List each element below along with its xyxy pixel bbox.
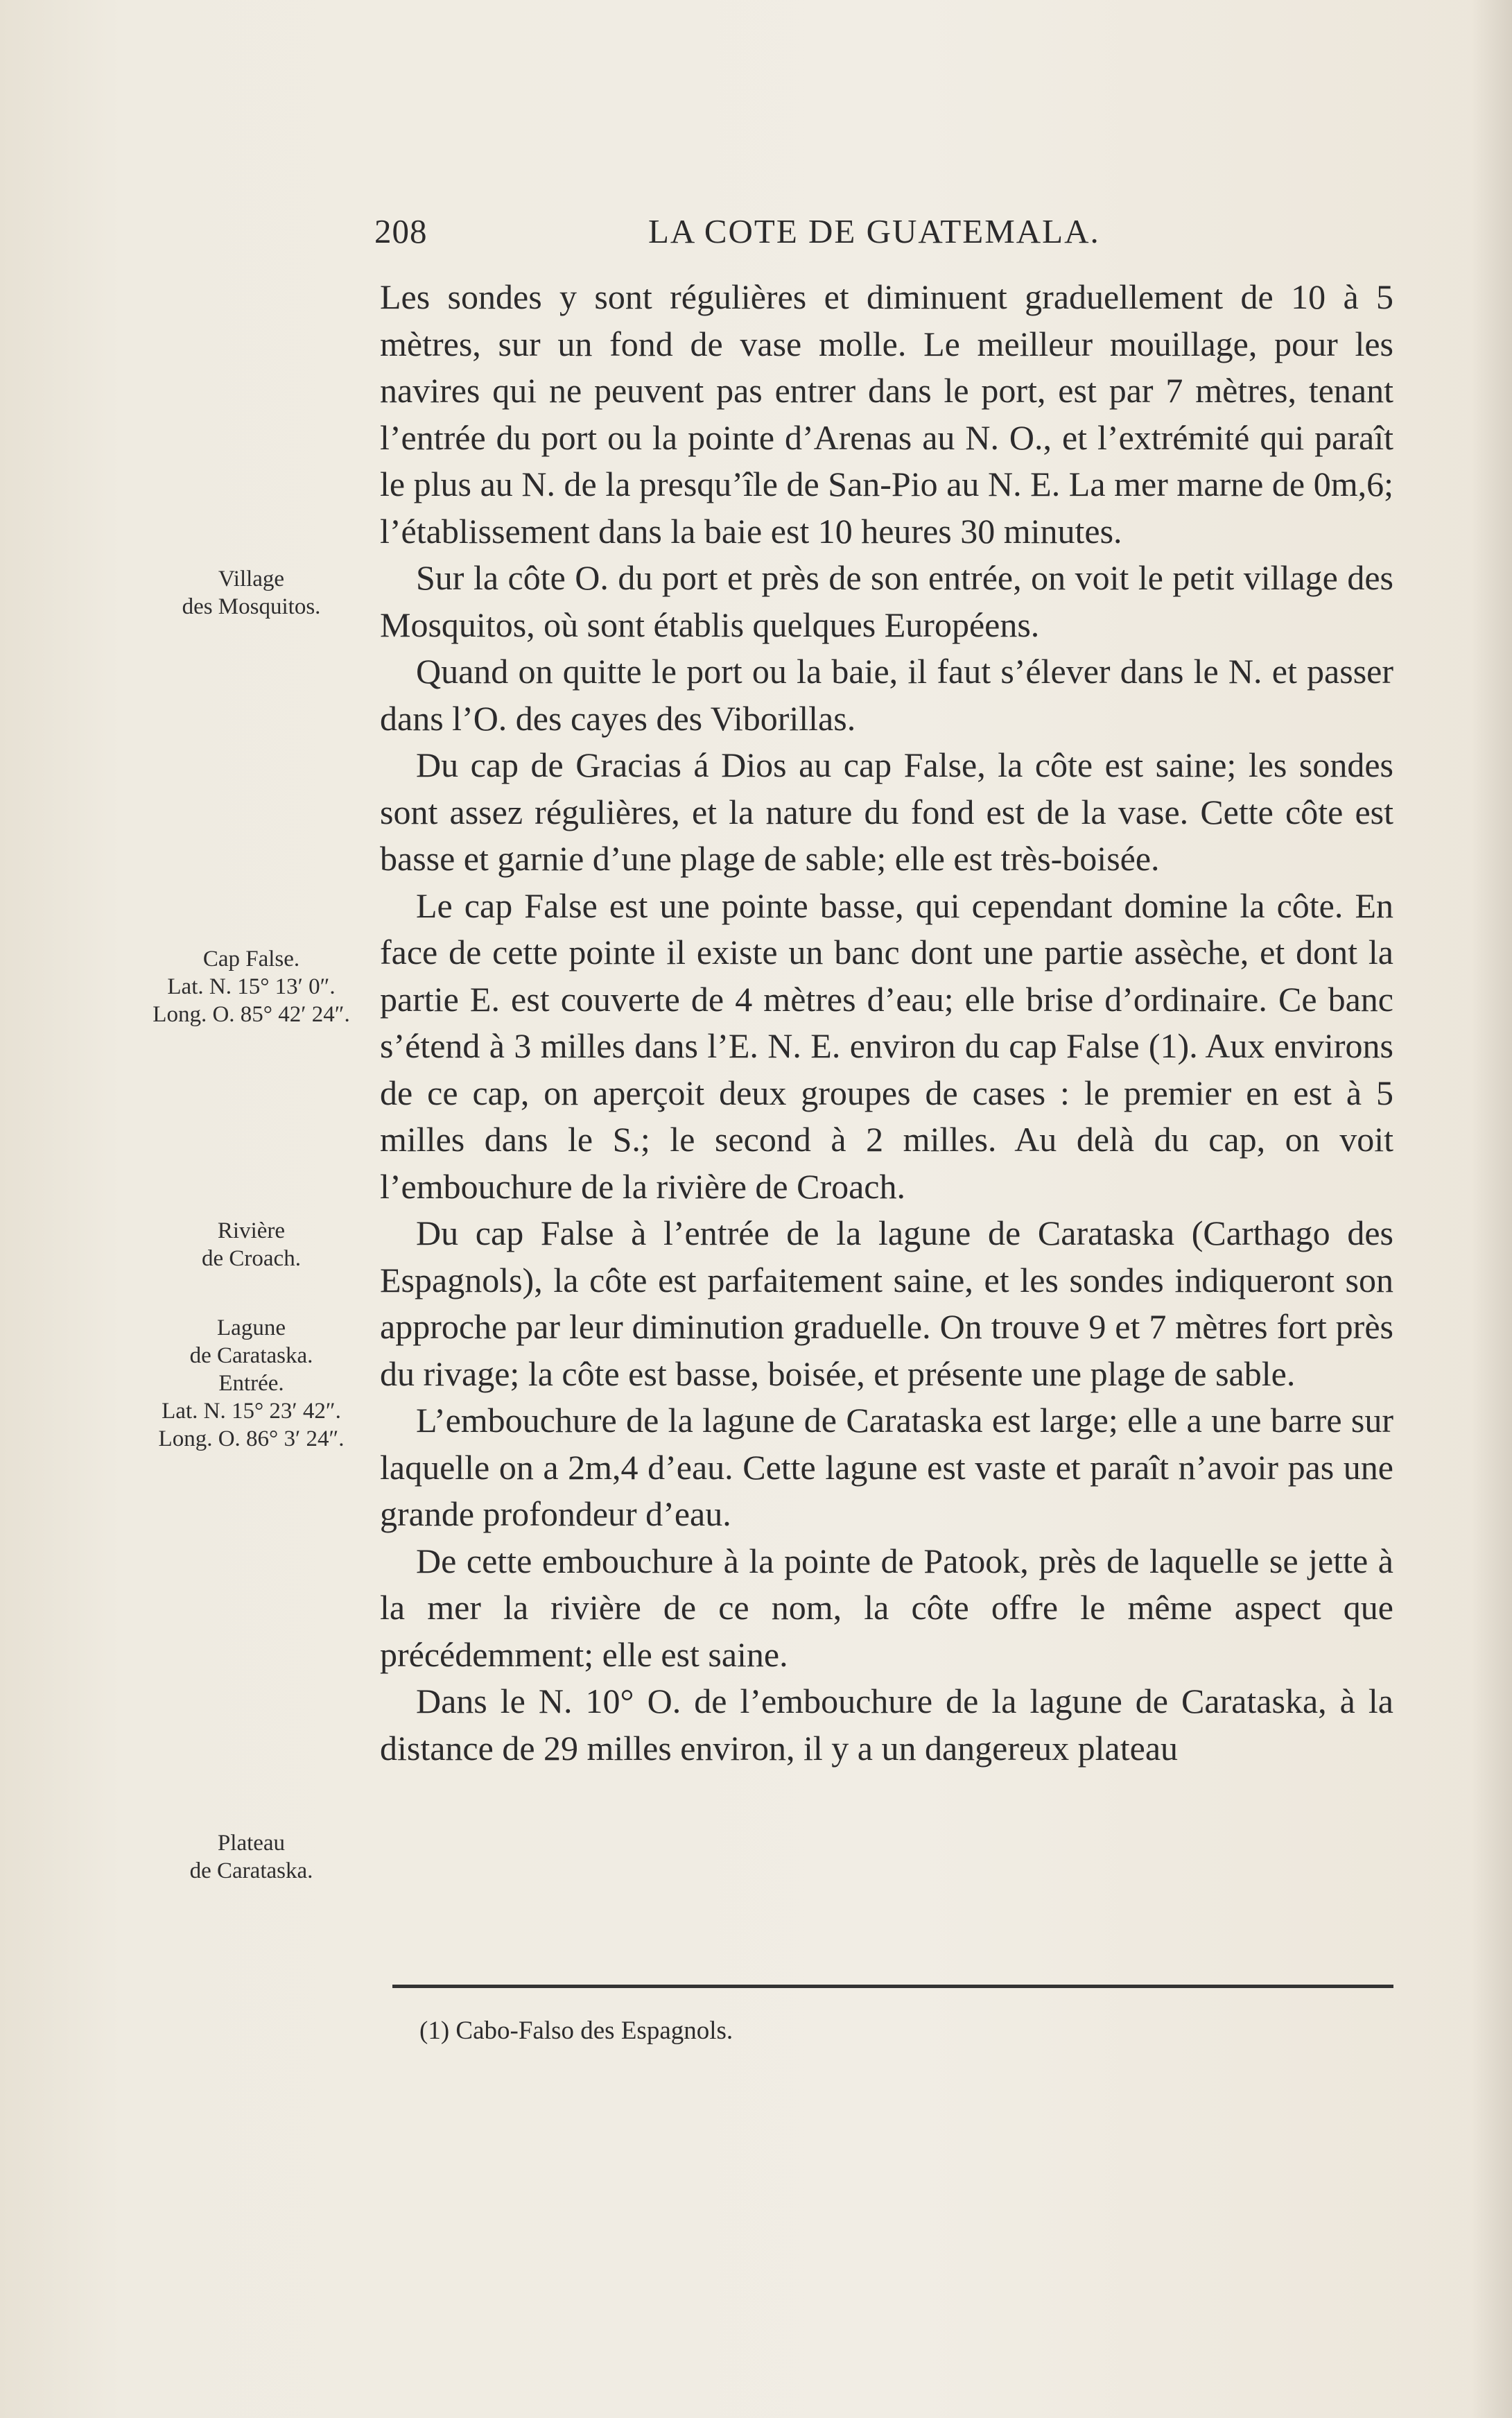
margin-note-line: de Carataska. [189,1858,313,1883]
margin-note-line: Long. O. 85° 42′ 24″. [153,1002,350,1027]
margin-note-line: Lat. N. 15° 13′ 0″. [167,974,336,999]
paragraph: Du cap de Gracias á Dios au cap False, la côte est saine; les sondes sont assez régulières, et la nature du fond est de la vase. Cette côte est basse et garnie d’une plage de sable; elle est très-boisée. [380,745,1393,878]
paragraph: Du cap False à l’entrée de la lagune de Carataska (Carthago des Espagnols), la côte est parfaitement saine, et les sondes indiqueront son approche par leur diminution graduelle. On trouve 9 et 7 mètres fort près du rivage; la côte est basse, boisée, et présente une plage de sable. [380,1214,1393,1393]
margin-note-line: de Carataska. [189,1343,313,1368]
paragraph: Quand on quitte le port ou la baie, il faut s’élever dans le N. et passer dans l’O. des cayes des Viborillas. [380,652,1393,738]
margin-note-line: Entrée. [218,1371,284,1396]
paragraph: Sur la côte O. du port et près de son entrée, on voit le petit village des Mosquitos, où sont établis quelques Européens. [380,558,1393,644]
page-gutter-shadow [1470,0,1512,2418]
paragraph: Le cap False est une pointe basse, qui cependant domine la côte. En face de cette pointe il existe un banc dont une partie assèche, et dont la partie E. est couverte de 4 mètres d’eau; elle brise d’ordinaire. Ce banc s’étend à 3 milles dans l’E. N. E. environ du cap False (1). Aux environs de ce cap, on aperçoit deux groupes de cases : le premier en est à 5 milles dans le S.; le second à 2 milles. Au delà du cap, on voit l’embouchure de la rivière de Croach. [380,886,1393,1206]
margin-note-plateau-carataska [139,1829,364,1885]
footnote-rule [392,1985,1393,1988]
margin-note-line: Lat. N. 15° 23′ 42″. [162,1399,341,1424]
margin-note-line: Village [218,567,285,591]
margin-note-line: Rivière [217,1218,286,1243]
margin-note-line: Plateau [217,1831,286,1856]
paragraph: L’embouchure de la lagune de Carataska est large; elle a une barre sur laquelle on a 2m,4 d’eau. Cette lagune est vaste et paraît n’avoir pas une grande profondeur d’eau. [380,1401,1393,1533]
paragraph: Les sondes y sont régulières et diminuent graduellement de 10 à 5 mètres, sur un fond de vase molle. Le meilleur mouillage, pour les navires qui ne peuvent pas entrer dans le port, est par 7 mètres, tenant l’entrée du port ou la pointe d’Arenas au N. O., et l’extrémité qui paraît le plus au N. de la presqu’île de San-Pio au N. E. La mer marne de 0m,6; l’établissement dans la baie est 10 heures 30 minutes. [380,277,1393,551]
paragraph: Dans le N. 10° O. de l’embouchure de la lagune de Carataska, à la distance de 29 milles environ, il y a un dangereux plateau [380,1682,1393,1768]
margin-note-lagune-carataska [139,1314,364,1453]
margin-note-line: Cap False. [202,947,300,971]
margin-note-cap-false [139,945,364,1028]
page-number: 208 [374,212,428,250]
margin-note-line: Long. O. 86° 3′ 24″. [158,1426,345,1451]
body-text [380,274,1393,1772]
margin-note-line: de Croach. [202,1246,301,1271]
page-header [374,211,1397,260]
paragraph: De cette embouchure à la pointe de Patook, près de laquelle se jette à la mer la rivière de ce nom, la côte offre le même aspect que précédemment; elle est saine. [380,1541,1393,1674]
margin-note-village-mosquitos [139,565,364,621]
footnote: (1) Cabo-Falso des Espagnols. [419,2017,733,2045]
margin-note-line: des Mosquitos. [182,594,321,619]
margin-note-riviere-croach [139,1217,364,1272]
margin-note-line: Lagune [217,1315,286,1340]
running-head: LA COTE DE GUATEMALA. [648,212,1100,250]
